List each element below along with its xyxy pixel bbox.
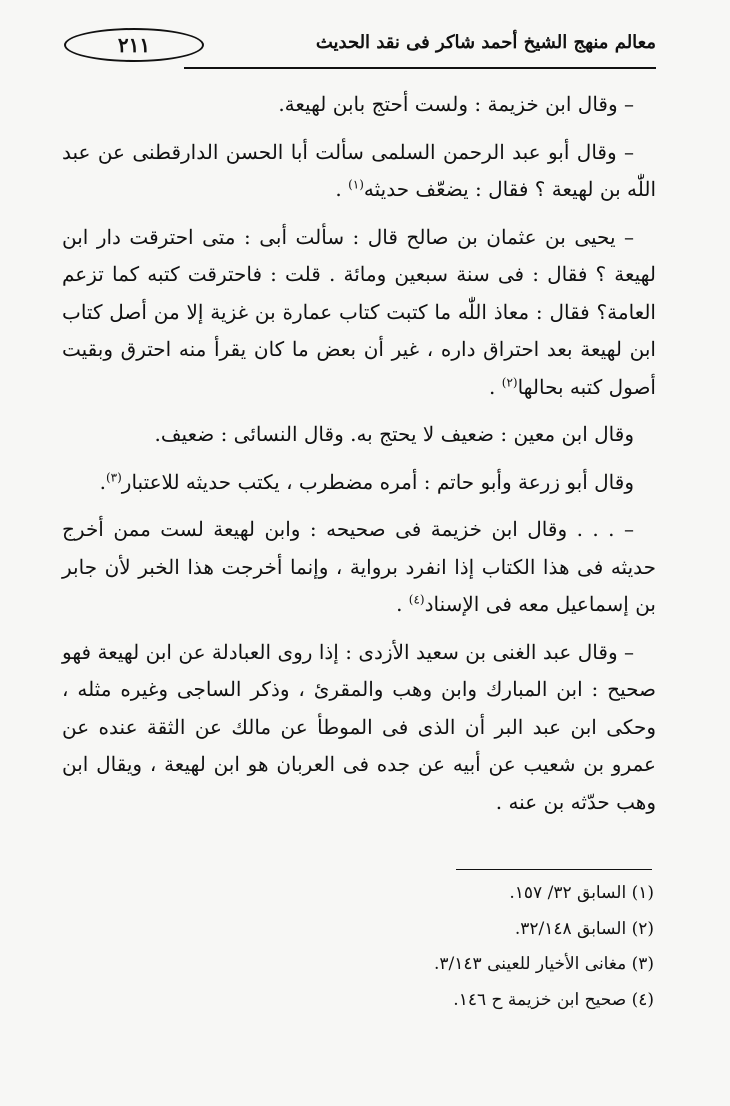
paragraph-text: – وقال عبد الغنى بن سعيد الأزدى : إذا روى العبادلة عن ابن لهيعة فهو صحيح : ابن المبارك وابن وهب والمقرئ ، وذكر الساجى وغيره مثله ، وحكى ابن عبد البر أن الذى فى الموطأ عن مالك عن الثقة عنده عن عمرو بن شعيب عن أبيه عن جده فى العربان هو ابن لهيعة ، ويقال ابن وهب حدّثه بن عنه . — [62, 639, 656, 814]
footnote: (٣) مغانى الأخيار للعينى ٣/١٤٣. — [434, 954, 654, 974]
paragraph — [62, 634, 656, 822]
running-title: معالم منهج الشيخ أحمد شاكر فى نقد الحديث — [315, 32, 656, 53]
paragraph-tail: . — [489, 374, 502, 399]
paragraph — [62, 464, 656, 502]
paragraph-text: وقال أبو زرعة وأبو حاتم : أمره مضطرب ، يكتب حديثه للاعتبار — [121, 469, 634, 494]
paragraph-tail: . — [335, 177, 349, 201]
header-rule — [184, 67, 656, 69]
footnote-marker: (٣) — [105, 469, 122, 484]
paragraph-tail: . — [99, 469, 106, 494]
footnote: (٢) السابق ٣٢/١٤٨. — [514, 918, 654, 939]
paragraph-text: وقال ابن معين : ضعيف لا يحتج به. وقال النسائى : ضعيف. — [154, 422, 634, 446]
footnote-marker: (١) — [348, 177, 364, 192]
footnote: (١) السابق ٣٢/ ١٥٧. — [509, 883, 654, 903]
page-header — [60, 22, 656, 68]
paragraph — [62, 416, 656, 454]
paragraph-text: – وقال ابن خزيمة : ولست أحتج بابن لهيعة. — [278, 92, 634, 116]
main-text — [62, 86, 656, 831]
paragraph-text: – . . . وقال ابن خزيمة فى صحيحه : وابن لهيعة لست ممن أخرج حديثه فى هذا الكتاب إذا انفرد برواية ، وإنما أخرجت هذا الخبر لأن جابر بن إسماعيل معه فى الإسناد — [62, 517, 656, 616]
footnotes — [260, 876, 654, 1018]
footnote-rule — [456, 869, 652, 870]
page-number: ٢١١ — [64, 28, 204, 62]
paragraph-tail: . — [396, 592, 409, 616]
footnote: (٤) صحيح ابن خزيمة ح ١٤٦. — [453, 989, 654, 1010]
paragraph — [62, 134, 656, 209]
paragraph — [62, 511, 656, 624]
footnote-marker: (٢) — [501, 374, 518, 389]
paragraph — [62, 86, 656, 124]
paragraph — [62, 219, 656, 407]
paragraph-text: – وقال أبو عبد الرحمن السلمى سألت أبا الحسن الدارقطنى عن عبد اللّٰه بن لهيعة ؟ فقال : يضعّف حديثه — [62, 139, 656, 201]
paragraph-text: – يحيى بن عثمان بن صالح قال : سألت أبى : متى احترقت دار ابن لهيعة ؟ فقال : فى سنة سبعين ومائة . قلت : فاحترقت كتبه كما تزعم العامة؟ فقال : معاذ اللّٰه ما كتبت كتاب عمارة بن غزية إلا من أصل كتاب ابن لهيعة بعد احتراق داره ، غير أن بعض ما كان يقرأ منه احترق وبقيت أصول كتبه بحالها — [62, 224, 656, 399]
footnote-marker: (٤) — [408, 592, 425, 607]
